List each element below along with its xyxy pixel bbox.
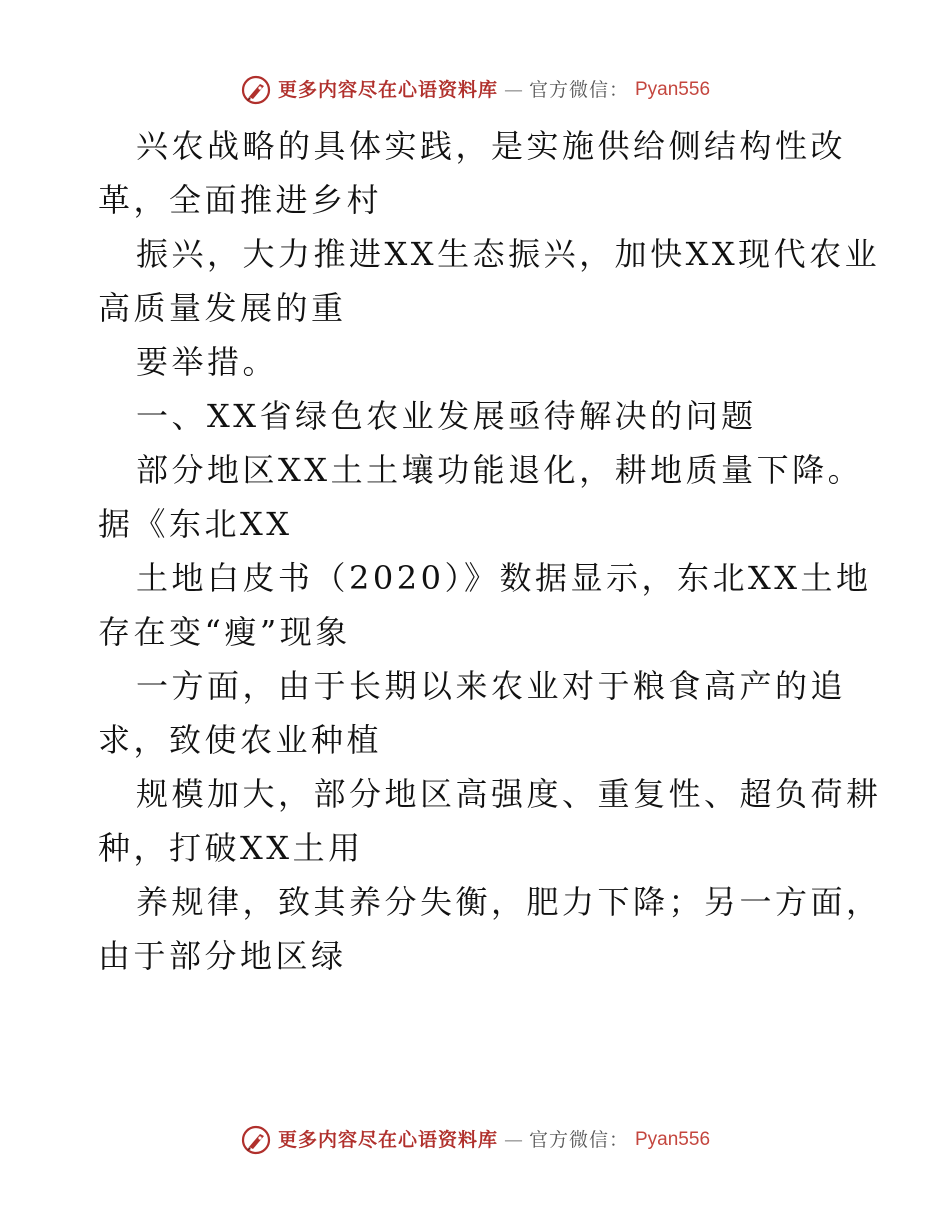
text-line: 高质量发展的重 bbox=[98, 289, 347, 327]
watermark-contact-prefix: 官方微信： bbox=[528, 79, 629, 101]
text-line: 种，打破XX土用 bbox=[98, 829, 364, 867]
pen-nib-logo-icon bbox=[240, 1124, 272, 1156]
watermark-contact-prefix: 官方微信： bbox=[528, 1129, 629, 1151]
footer-watermark bbox=[0, 1120, 950, 1160]
document-body bbox=[98, 119, 882, 983]
text-line: 部分地区XX土土壤功能退化，耕地质量下降。 bbox=[136, 451, 864, 489]
text-line: 据《东北XX bbox=[98, 505, 293, 543]
text-line: 要举措。 bbox=[136, 343, 279, 381]
watermark-contact-id: Pyan556 bbox=[635, 1129, 711, 1150]
text-line: 养规律，致其养分失衡，肥力下降；另一方面， bbox=[136, 883, 882, 921]
watermark-brand: 更多内容尽在心语资料库 bbox=[277, 1129, 498, 1151]
watermark-dash: — bbox=[503, 1129, 523, 1151]
text-line: 振兴，大力推进XX生态振兴，加快XX现代农业 bbox=[136, 235, 881, 273]
text-line: 兴农战略的具体实践，是实施供给侧结构性改 bbox=[136, 127, 847, 165]
text-line: 存在变“瘦”现象 bbox=[98, 613, 351, 651]
text-line: 土地白皮书（2020）》数据显示，东北XX土地 bbox=[136, 559, 872, 597]
text-line: 由于部分地区绿 bbox=[98, 937, 347, 975]
header-watermark bbox=[0, 70, 950, 110]
watermark-contact-id: Pyan556 bbox=[635, 79, 711, 100]
text-line: 一方面，由于长期以来农业对于粮食高产的追 bbox=[136, 667, 847, 705]
text-line: 求，致使农业种植 bbox=[98, 721, 383, 759]
text-line: 革，全面推进乡村 bbox=[98, 181, 383, 219]
watermark-dash: — bbox=[503, 79, 523, 101]
section-heading: 一、XX省绿色农业发展亟待解决的问题 bbox=[136, 397, 757, 435]
watermark-brand: 更多内容尽在心语资料库 bbox=[277, 79, 498, 101]
text-line: 规模加大，部分地区高强度、重复性、超负荷耕 bbox=[136, 775, 882, 813]
pen-nib-logo-icon bbox=[240, 74, 272, 106]
